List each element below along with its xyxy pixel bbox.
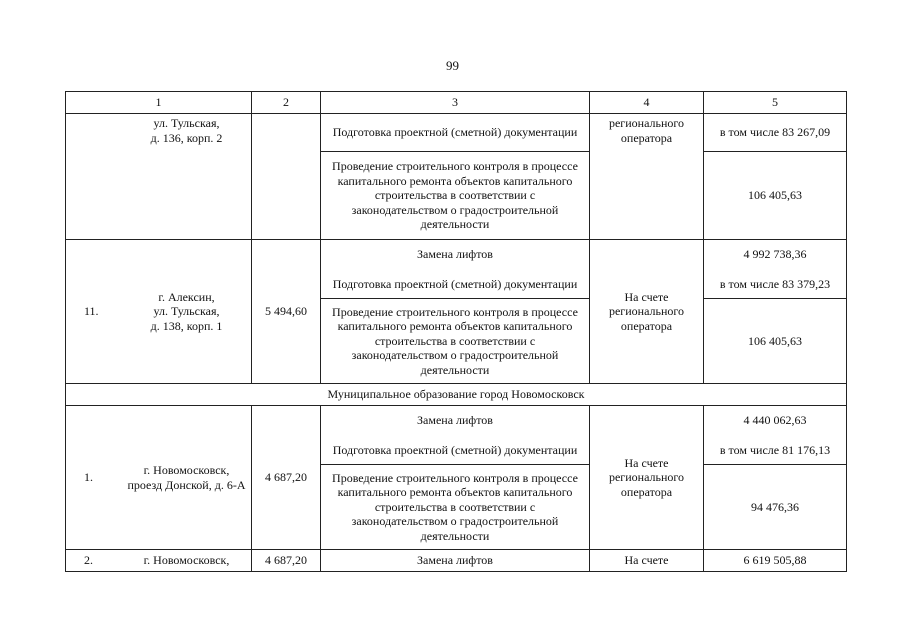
work-line: деятельности (420, 217, 490, 232)
address-line: г. Алексин, (158, 289, 215, 304)
address-line: г. Новомосковск, (143, 553, 230, 568)
repair-schedule-table (65, 91, 847, 572)
work-line: капитального ремонта объектов капитального (337, 319, 573, 334)
work-lifts-design-cell (321, 406, 590, 465)
header-col-4: 4 (590, 92, 704, 114)
work-line: законодательством о градостроительной (351, 202, 559, 217)
work-line: капитального ремонта объектов капитального (337, 485, 573, 500)
amount-control-cell: 106 405,63 (704, 152, 847, 240)
amount-total: 4 992 738,36 (743, 247, 807, 261)
operator-cell: На счете (590, 550, 704, 572)
amount-control-cell: 106 405,63 (704, 299, 847, 384)
work-design: Подготовка проектной (сметной) документации (332, 276, 578, 291)
amount-cell (704, 406, 847, 465)
operator-cell (590, 114, 704, 240)
operator-line: На счете (624, 455, 669, 470)
work-lifts-design-cell (321, 240, 590, 299)
amount-design: в том числе 83 379,23 (719, 276, 831, 291)
address-cell (66, 406, 252, 550)
address-line: ул. Тульская, (153, 116, 220, 130)
work-design: Подготовка проектной (сметной) документации (332, 442, 578, 457)
work-line: строительства в соответствии с (374, 333, 536, 348)
address-cell (66, 550, 252, 572)
operator-line: На счете (624, 289, 669, 304)
address-line: г. Новомосковск, (143, 463, 230, 477)
operator-line: оператора (620, 318, 673, 333)
operator-cell (590, 240, 704, 384)
operator-line: регионального (608, 116, 685, 130)
work-control-cell (321, 152, 590, 240)
operator-line: регионального (608, 470, 685, 485)
area-cell: 4 687,20 (252, 550, 321, 572)
header-col-5: 5 (704, 92, 847, 114)
amount-design: в том числе 81 176,13 (719, 442, 831, 457)
area-cell: 5 494,60 (252, 240, 321, 384)
area-cell: 4 687,20 (252, 406, 321, 550)
item-number: 11. (84, 304, 99, 319)
work-lifts: Замена лифтов (417, 413, 493, 427)
work-line: Проведение строительного контроля в процессе (332, 159, 578, 174)
section-row (66, 384, 847, 406)
address-line: д. 136, корп. 2 (150, 130, 223, 145)
header-col-2: 2 (252, 92, 321, 114)
amount-design-cell: в том числе 83 267,09 (704, 114, 847, 152)
work-line: законодательством о градостроительной (351, 514, 559, 529)
table-row (66, 114, 847, 152)
operator-line: оператора (620, 484, 673, 499)
work-control-cell (321, 299, 590, 384)
work-line: деятельности (420, 528, 490, 543)
work-line: деятельности (420, 362, 490, 377)
item-number: 2. (84, 553, 93, 568)
work-line: строительства в соответствии с (374, 188, 536, 203)
address-cell (66, 240, 252, 384)
operator-line: оператора (620, 130, 673, 145)
header-row (66, 92, 847, 114)
table-row (66, 550, 847, 572)
work-lifts: Замена лифтов (417, 247, 493, 261)
table-row (66, 240, 847, 299)
area-cell (252, 114, 321, 240)
address-line: д. 138, корп. 1 (150, 318, 223, 333)
amount-cell (704, 240, 847, 299)
amount-total-cell: 6 619 505,88 (704, 550, 847, 572)
address-line: ул. Тульская, (153, 304, 220, 319)
page-number: 99 (446, 58, 459, 73)
amount-total: 4 440 062,63 (743, 413, 807, 427)
address-line: проезд Донской, д. 6-А (127, 477, 246, 492)
work-lifts-cell: Замена лифтов (321, 550, 590, 572)
address-cell (66, 114, 252, 240)
work-line: Проведение строительного контроля в процессе (332, 304, 578, 319)
operator-line: регионального (608, 304, 685, 319)
work-line: строительства в соответствии с (374, 499, 536, 514)
section-title: Муниципальное образование город Новомосковск (66, 384, 847, 406)
header-col-1: 1 (66, 92, 252, 114)
work-line: капитального ремонта объектов капитального (337, 173, 573, 188)
header-col-3: 3 (321, 92, 590, 114)
amount-control-cell: 94 476,36 (704, 465, 847, 550)
work-line: Проведение строительного контроля в процессе (332, 470, 578, 485)
operator-cell (590, 406, 704, 550)
work-control-cell (321, 465, 590, 550)
item-number: 1. (84, 470, 93, 485)
table-row (66, 406, 847, 465)
work-line: законодательством о градостроительной (351, 348, 559, 363)
work-design-cell: Подготовка проектной (сметной) документации (321, 114, 590, 152)
